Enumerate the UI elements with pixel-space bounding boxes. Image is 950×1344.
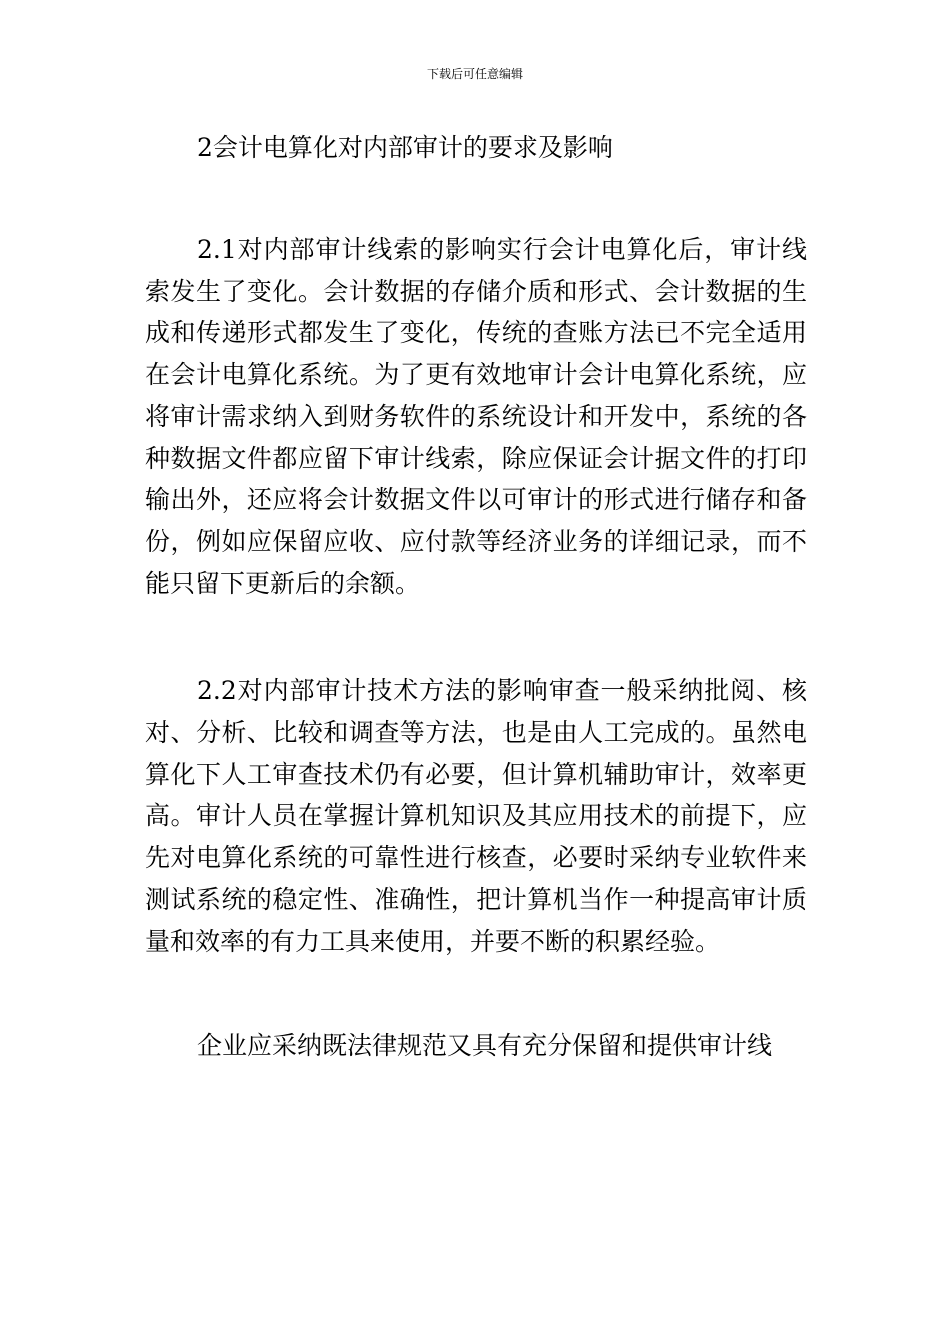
page-header-note: 下载后可任意编辑 — [426, 67, 523, 81]
document-body — [145, 129, 807, 1067]
paragraph-2-2: 2.2对内部审计技术方法的影响审查一般采纳批阅、核对、分析、比较和调查等方法，也是由人工完成的。虽然电算化下人工审查技术仍有必要，但计算机辅助审计，效率更高。审计人员在掌握计算机知识及其应用技术的前提下，应先对电算化系统的可靠性进行核查，必要时采纳专业软件来测试系统的稳定性、准确性，把计算机当作一种提高审计质量和效率的有力工具来使用，并要不断的积累经验。 — [145, 676, 807, 956]
paragraph-2-1: 2.1对内部审计线索的影响实行会计电算化后，审计线索发生了变化。会计数据的存储介质和形式、会计数据的生成和传递形式都发生了变化，传统的查账方法已不完全适用在会计电算化系统。为了更有效地审计会计电算化系统，应将审计需求纳入到财务软件的系统设计和开发中，系统的各种数据文件都应留下审计线索，除应保证会计据文件的打印输出外，还应将会计数据文件以可审计的形式进行储存和备份，例如应保留应收、应付款等经济业务的详细记录，而不能只留下更新后的余额。 — [145, 235, 807, 598]
paragraph-continued: 企业应采纳既法律规范又具有充分保留和提供审计线 — [197, 1031, 773, 1061]
section-heading: 2会计电算化对内部审计的要求及影响 — [197, 133, 613, 162]
